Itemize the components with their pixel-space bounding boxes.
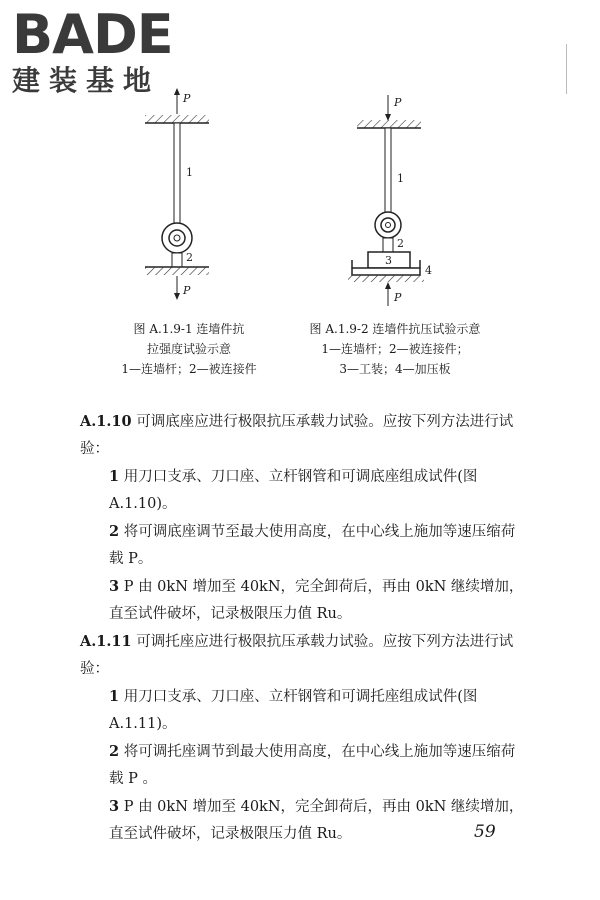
load-label-bottom: P bbox=[394, 291, 402, 304]
figure-2-caption bbox=[285, 319, 505, 379]
figure-1-title-cont: 拉强度试验示意 bbox=[146, 342, 231, 356]
wall-tie-rod bbox=[174, 123, 180, 223]
logo-text: BADE bbox=[12, 3, 173, 66]
label-1: 1 bbox=[186, 166, 193, 179]
list-item: 2 将可调托座调节到最大使用高度，在中心线上施加等速压缩荷载 P 。 bbox=[109, 743, 516, 787]
figure-2-diagram bbox=[340, 92, 470, 307]
label-2: 2 bbox=[397, 237, 404, 250]
load-label-top: P bbox=[394, 96, 402, 109]
page-number: 59 bbox=[474, 822, 496, 842]
list-item: 3 P 由 0kN 增加至 40kN，完全卸荷后，再由 0kN 继续增加，直至试件破坏，记录极限压力值 Ru。 bbox=[109, 578, 524, 622]
section-title: 可调托座应进行极限抗压承载力试验。应按下列方法进行试验： bbox=[80, 634, 514, 677]
loading-plate bbox=[352, 268, 420, 275]
load-label-top: P bbox=[183, 92, 191, 105]
figure-2-title: 图 A.1.9-2 连墙件抗压试验示意 bbox=[309, 322, 481, 336]
label-4: 4 bbox=[425, 264, 432, 277]
logo-subtext: 建装基地 bbox=[12, 64, 161, 97]
label-2: 2 bbox=[186, 251, 193, 264]
body-text bbox=[80, 408, 525, 848]
connected-part bbox=[172, 253, 182, 267]
figure-2-legend-line1: 1—连墙杆；2—被连接件； bbox=[321, 342, 469, 356]
section-number: A.1.11 bbox=[80, 633, 132, 650]
list-item: 1 用刀口支承、刀口座、立杆钢管和可调托座组成试件(图 A.1.11)。 bbox=[109, 688, 478, 732]
section-a-1-10 bbox=[80, 408, 525, 463]
section-title: 可调底座应进行极限抗压承载力试验。应按下列方法进行试验： bbox=[80, 414, 514, 457]
figure-1-diagram bbox=[130, 88, 260, 303]
load-label-bottom: P bbox=[183, 284, 191, 297]
wall-tie-rod bbox=[385, 128, 391, 212]
figure-1-caption bbox=[104, 319, 274, 379]
list-item: 2 将可调底座调节至最大使用高度，在中心线上施加等速压缩荷载 P。 bbox=[109, 523, 516, 567]
watermark-logo bbox=[12, 3, 173, 98]
section-a-1-11 bbox=[80, 628, 525, 683]
list-item: 3 P 由 0kN 增加至 40kN，完全卸荷后，再由 0kN 继续增加，直至试件破坏，记录极限压力值 Ru。 bbox=[109, 798, 524, 842]
figure-1-title: 图 A.1.9-1 连墙件抗 bbox=[133, 322, 245, 336]
label-3: 3 bbox=[385, 254, 392, 267]
figure-2-legend-line2: 3—工装；4—加压板 bbox=[339, 362, 451, 376]
figure-1-legend: 1—连墙杆；2—被连接件 bbox=[121, 362, 257, 376]
section-number: A.1.10 bbox=[80, 413, 132, 430]
list-item: 1 用刀口支承、刀口座、立杆钢管和可调底座组成试件(图 A.1.10)。 bbox=[109, 468, 478, 512]
connected-part bbox=[383, 238, 393, 252]
label-1: 1 bbox=[397, 172, 404, 185]
scan-edge-line bbox=[566, 44, 567, 94]
